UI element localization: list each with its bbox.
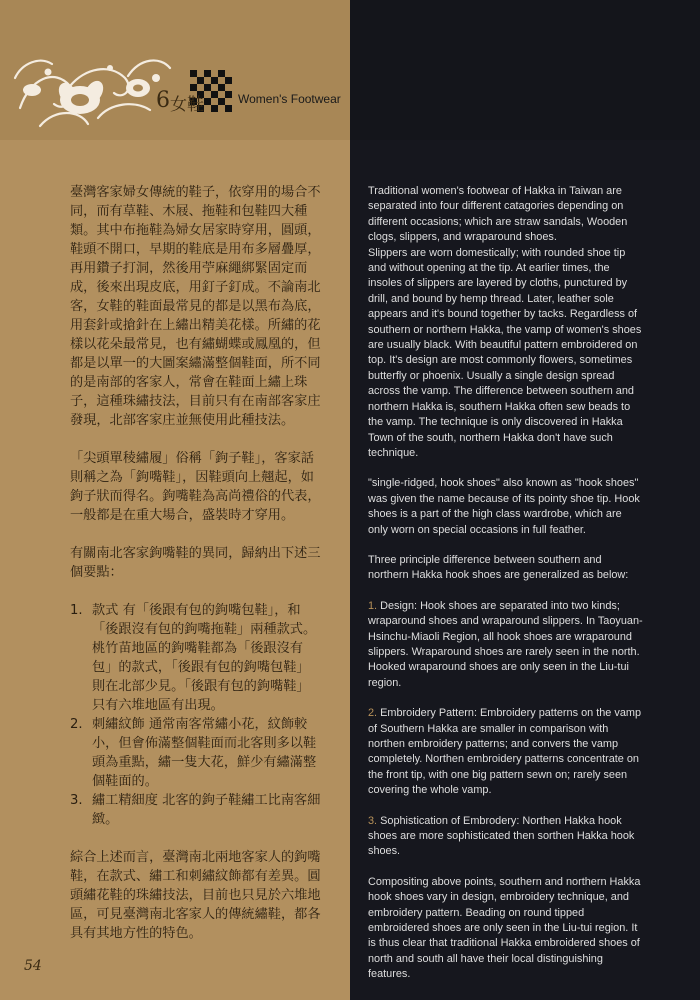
zh-list-text: 繡工精細度 北客的鉤子鞋繡工比南客細緻。 [92, 793, 321, 827]
en-paragraph-hook-shoes: "single-ridged, hook shoes" also known as "hook shoes" was given the name because of its pointy shoe tip. Hook shoes is a part of the high class wardrobe, which are only worn on special occasions in full feather. [368, 477, 640, 536]
en-point-text: Embroidery Pattern: Embroidery patterns on the vamp of Southern Hakka are smaller in comparison with northen embroidery patterns; and convers the vamp completely. Northen embroidery patterns concentrate on the front tip, with one big pattern sewn on; rarely seen covering the whole vamp. [368, 707, 642, 797]
zh-list-text: 刺繡紋飾 通常南客常繡小花，紋飾較小，但會佈滿整個鞋面而北客則多以鞋頭為重點，繡一隻大花，鮮少有繡滿整個鞋面的。 [92, 717, 317, 789]
chapter-title-zh: 女鞋 [170, 95, 204, 115]
en-point-text: Sophistication of Embrodery: Northen Hakka hook shoes are more sophisticated then sorthen Hakka hook shoes. [368, 814, 635, 858]
page-number: 54 [24, 958, 42, 974]
en-paragraph-conclusion: Compositing above points, southern and northern Hakka hook shoes vary in design, embroidery technique, and embroidery pattern. Beading on round tipped embroidered shoes are only seen in the Liu-tui region. It is thus clear that traditional Hakka embroidered shoes of north and south all have their local distinguishing features. [368, 875, 641, 981]
zh-list-number: 3. [70, 793, 83, 808]
zh-paragraph-intro: 臺灣客家婦女傳統的鞋子，依穿用的場合不同，而有草鞋、木屐、拖鞋和包鞋四大種類。其中布拖鞋為婦女居家時穿用，圓頭，鞋頭不開口，早期的鞋底是用布多層疊厚，再用鑽子打洞，然後用苧麻繩綁緊固定而成，後來出現皮底，用釘子釘成。不論南北客，女鞋的鞋面最常見的都是以黑布為底，用套針或搶針在上繡出精美花樣。所繡的花樣以花朵最常見，也有繡蝴蝶或鳳凰的，但都是以單一的大圖案繡滿整個鞋面，所不同的是南部的客家人，常會在鞋面上繡上珠子，這種珠繡技法，目前只有在南部客家庄發現，北部客家庄並無使用此種技法。 [70, 185, 321, 428]
en-point-number: 2. [368, 707, 378, 720]
chapter-title-en: Women's Footwear [238, 92, 341, 106]
en-point-text: Design: Hook shoes are separated into two kinds; wraparound shoes and wraparound slippers. In Taoyuan-Hsinchu-Miaoli Region, all hook shoes are wraparound slippers. Wraparound shoes are rarely seen in the north. Hooked wraparound shoes are only seen in the Liu-tui region. [368, 599, 643, 689]
zh-list-text: 款式 有「後跟有包的鉤嘴包鞋」，和「後跟沒有包的鉤嘴拖鞋」兩種款式。桃竹苗地區的鉤嘴鞋都為「後跟沒有包」的款式，「後跟有包的鉤嘴包鞋」則在北部少見。「後跟有包的鉤嘴鞋」只有六堆地區有出現。 [92, 603, 317, 713]
zh-list-item [70, 791, 322, 829]
zh-list-number: 1. [70, 603, 83, 618]
zh-list-number: 2. [70, 717, 83, 732]
zh-list-item [70, 601, 322, 715]
en-point-embroidery-pattern [368, 706, 644, 798]
english-text-column [368, 184, 644, 998]
en-point-sophistication [368, 814, 644, 860]
en-point-number: 1. [368, 599, 378, 612]
zh-paragraph-differences: 有關南北客家鉤嘴鞋的異同，歸納出下述三個要點： [70, 546, 321, 580]
en-paragraph-slippers: Slippers are worn domestically; with rounded shoe tip and without opening at the tip. At earlier times, the insoles of slippers are layered by cloths, punctured by drill, and bound by hemp thread. Later, leather sole appears and it's bound together by tacks. Regardless of southern or northern Hakka, the vamp of women's shoes are usually black. With beautiful pattern embroidered on top. It's design are most commonly flowers, sometimes butterfly or phoenix. Usually a single design spread across the vamp. The difference between southern and northern Hakka is, southern Hakka often sew beads to the vamp. The technique is only discovered in Hakka Town of the south, northern Hakka don't have such technique. [368, 246, 642, 459]
zh-list-item [70, 715, 322, 791]
floral-ornament-icon [10, 38, 180, 138]
en-point-number: 3. [368, 814, 378, 827]
en-paragraph-principle: Three principle difference between southern and northern Hakka hook shoes are generalized as below: [368, 553, 629, 582]
zh-paragraph-conclusion: 綜合上述而言，臺灣南北兩地客家人的鉤嘴鞋，在款式、繡工和刺繡紋飾都有差異。圓頭繡花鞋的珠繡技法，目前也只見於六堆地區，可見臺灣南北客家人的傳統繡鞋，都各具有其地方性的特色。 [70, 850, 321, 941]
en-paragraph-intro: Traditional women's footwear of Hakka in Taiwan are separated into four different catagories depending on different occasions; which are straw sandals, Wooden clogs, slippers, and wraparound shoes. [368, 185, 628, 244]
chapter-number: 6 [156, 88, 170, 113]
en-point-design [368, 599, 644, 691]
zh-paragraph-hook-shoes: 「尖頭單稜繡履」俗稱「鉤子鞋」，客家話則稱之為「鉤嘴鞋」，因鞋頭向上翹起，如鉤子狀而得名。鉤嘴鞋為高尚禮俗的代表，一般都是在重大場合，盛裝時才穿用。 [70, 451, 321, 523]
chinese-text-column [70, 183, 322, 962]
